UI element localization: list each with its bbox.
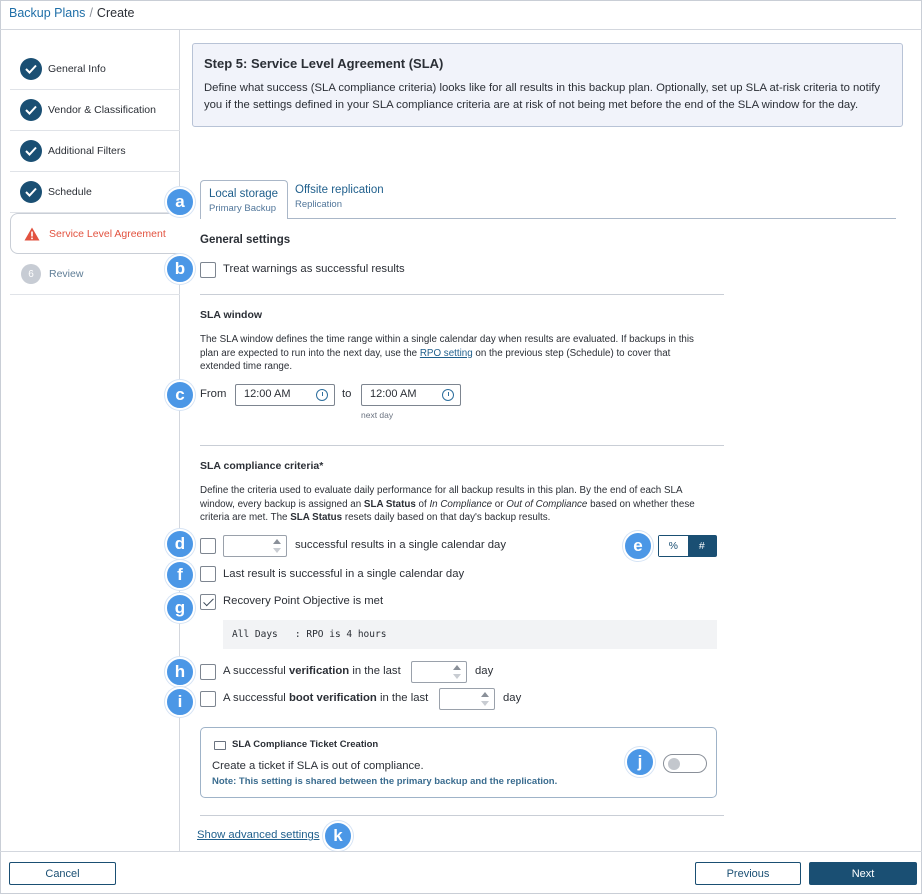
page-description: Define what success (SLA compliance criteria) looks like for all results in this backup plan. Optionally, set up SLA at-risk criteria to notify you if the settings defined in your SLA compliance criteria are at risk of not being met before the end of the SLA window for the day. — [204, 82, 881, 111]
step-review[interactable] — [10, 254, 180, 295]
general-settings-title: General settings — [200, 234, 291, 246]
tab-title: Local storage — [209, 188, 279, 200]
ticket-toggle-switch[interactable] — [663, 754, 707, 773]
tab-offsite-replication[interactable] — [295, 184, 405, 210]
label-text: A successful — [223, 665, 289, 677]
successful-results-stepper[interactable] — [223, 535, 287, 557]
footer-divider — [0, 851, 922, 852]
label-text: in the last — [376, 692, 429, 704]
desc-text: on the previous step (Schedule) to cover that extended time range. — [200, 347, 671, 372]
clock-icon[interactable] — [316, 389, 328, 401]
sla-window-description — [200, 333, 710, 374]
callout-marker-d: d — [165, 529, 195, 559]
rpo-label: Recovery Point Objective is met — [223, 595, 384, 607]
step-label: Schedule — [48, 186, 92, 198]
breadcrumb-current: Create — [96, 6, 135, 20]
rpo-checkbox[interactable] — [200, 594, 216, 610]
callout-marker-i: i — [165, 687, 195, 717]
desc-italic: In Compliance — [429, 498, 493, 510]
step-info-panel — [192, 43, 903, 127]
divider — [200, 445, 724, 446]
to-label: to — [342, 388, 352, 400]
tab-subtitle: Primary Backup — [209, 203, 277, 214]
previous-button[interactable]: Previous — [695, 862, 801, 885]
boot-verification-label — [223, 692, 428, 704]
boot-verification-checkbox[interactable] — [200, 691, 216, 707]
from-time-input[interactable] — [235, 384, 335, 406]
unit-toggle[interactable] — [658, 535, 717, 557]
check-icon — [20, 58, 42, 80]
breadcrumb-backup-plans[interactable]: Backup Plans — [9, 6, 86, 20]
callout-marker-h: h — [165, 657, 195, 687]
step-label: Service Level Agreement — [49, 227, 166, 240]
rpo-setting-link[interactable]: RPO setting — [419, 347, 473, 359]
boot-verification-unit: day — [503, 692, 522, 704]
label-bold: verification — [288, 665, 350, 677]
cancel-button[interactable]: Cancel — [9, 862, 116, 885]
ticket-title: SLA Compliance Ticket Creation — [232, 739, 379, 750]
label-text: in the last — [349, 665, 401, 677]
next-button[interactable]: Next — [809, 862, 917, 885]
tab-underline — [287, 218, 896, 219]
tab-subtitle: Replication — [295, 199, 342, 210]
step-service-level-agreement[interactable] — [10, 213, 181, 254]
switch-knob — [668, 758, 680, 770]
check-icon — [20, 140, 42, 162]
step-label: General Info — [48, 63, 106, 75]
step-label: Review — [49, 268, 84, 280]
check-icon — [20, 99, 42, 121]
stepper-arrows-icon[interactable] — [273, 539, 281, 553]
step-number: 6 — [21, 264, 41, 284]
last-result-checkbox[interactable] — [200, 566, 216, 582]
compliance-description — [200, 484, 710, 525]
callout-marker-g: g — [165, 593, 195, 623]
desc-bold: SLA Status — [290, 512, 343, 523]
callout-marker-e: e — [623, 531, 653, 561]
successful-results-checkbox[interactable] — [200, 538, 216, 554]
verification-label — [223, 665, 401, 677]
step-additional-filters[interactable] — [10, 131, 180, 172]
desc-italic: Out of Compliance — [506, 498, 588, 510]
step-schedule[interactable] — [10, 172, 180, 213]
to-time-input[interactable] — [361, 384, 461, 406]
label-text: A successful — [223, 692, 289, 704]
desc-text: of — [415, 498, 430, 510]
last-result-label: Last result is successful in a single calendar day — [223, 568, 465, 580]
treat-warnings-checkbox[interactable] — [200, 262, 216, 278]
show-advanced-settings-link[interactable]: Show advanced settings — [197, 829, 320, 841]
callout-marker-f: f — [165, 560, 195, 590]
sla-window-title: SLA window — [200, 309, 263, 321]
header-divider — [0, 29, 922, 30]
stepper-arrows-icon[interactable] — [453, 665, 461, 679]
compliance-title: SLA compliance criteria* — [200, 460, 324, 472]
divider — [200, 815, 724, 816]
from-label: From — [200, 388, 227, 400]
verification-unit: day — [475, 665, 494, 677]
step-label: Additional Filters — [48, 145, 126, 157]
wizard-steps — [10, 49, 180, 295]
step-general-info[interactable] — [10, 49, 180, 90]
from-time-value: 12:00 AM — [244, 388, 291, 400]
callout-marker-c: c — [165, 380, 195, 410]
verification-days-stepper[interactable] — [411, 661, 467, 683]
breadcrumb-separator: / — [89, 6, 93, 20]
breadcrumb — [9, 6, 134, 20]
rpo-summary: All Days : RPO is 4 hours — [223, 620, 717, 649]
next-day-hint: next day — [361, 410, 394, 420]
check-icon — [20, 181, 42, 203]
step-label: Vendor & Classification — [48, 104, 156, 116]
ticket-icon — [214, 741, 226, 750]
callout-marker-a: a — [165, 187, 195, 217]
ticket-note: Note: This setting is shared between the primary backup and the replication. — [212, 776, 558, 787]
ticket-description: Create a ticket if SLA is out of compliance. — [212, 760, 424, 772]
callout-marker-k: k — [323, 821, 353, 851]
divider — [200, 294, 724, 295]
page-title: Step 5: Service Level Agreement (SLA) — [204, 56, 444, 71]
desc-text: The SLA window defines the time range within a single calendar day when results are evaluated. If backups in this plan are expected to run into the next day, use the — [200, 334, 694, 359]
unit-count-option[interactable]: # — [688, 536, 717, 556]
label-bold: boot verification — [288, 692, 377, 704]
desc-text: resets daily based on that day's backup results. — [342, 512, 551, 523]
tab-local-storage[interactable] — [200, 180, 288, 219]
tab-title: Offsite replication — [295, 184, 384, 196]
verification-checkbox[interactable] — [200, 664, 216, 680]
callout-marker-j: j — [625, 747, 655, 777]
stepper-arrows-icon[interactable] — [481, 692, 489, 706]
warning-icon — [21, 223, 43, 245]
treat-warnings-label: Treat warnings as successful results — [223, 263, 405, 275]
callout-marker-b: b — [165, 254, 195, 284]
unit-percent-option[interactable]: % — [659, 536, 688, 556]
boot-verification-days-stepper[interactable] — [439, 688, 495, 710]
desc-text: or — [492, 498, 507, 510]
clock-icon[interactable] — [442, 389, 454, 401]
desc-bold: SLA Status — [363, 498, 416, 510]
step-vendor-classification[interactable] — [10, 90, 180, 131]
desc-text: Define the criteria used to evaluate daily performance for all backup results in this plan. By the end of each SLA window, every backup is assigned an — [200, 485, 682, 510]
to-time-value: 12:00 AM — [370, 388, 417, 400]
desc-text: based on whether these criteria are met. The — [200, 498, 695, 523]
successful-results-label: successful results in a single calendar day — [295, 539, 506, 551]
